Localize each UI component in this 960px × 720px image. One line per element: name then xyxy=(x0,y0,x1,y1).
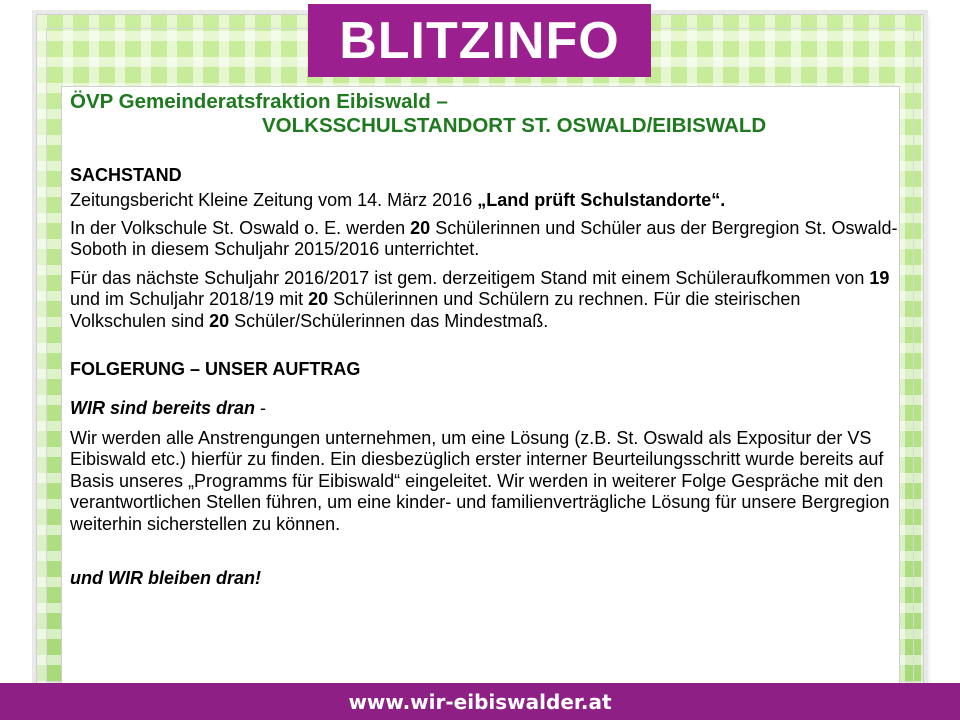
p1-text: Zeitungsbericht Kleine Zeitung vom 14. März 2016 xyxy=(70,190,478,210)
footer-url[interactable]: www.wir-eibiswalder.at xyxy=(348,689,612,714)
subheading-suffix: - xyxy=(255,398,267,418)
p2-text-b: Schülerinnen und Schüler aus der Bergregion St. Oswald-Soboth in diesem Schuljahr 2015/2016 unterrichtet. xyxy=(70,217,898,259)
p3-text-a: Für das nächste Schuljahr 2016/2017 ist gem. derzeitigem Stand mit einem Schüleraufkommen von xyxy=(70,267,870,288)
sachstand-paragraph-1 xyxy=(70,190,899,212)
p2-number: 20 xyxy=(410,217,431,238)
footer-bar xyxy=(0,683,960,720)
header-line-1: ÖVP Gemeinderatsfraktion Eibiswald – xyxy=(70,90,448,113)
closing-line: und WIR bleiben dran! xyxy=(70,568,261,588)
p1-headline: „Land prüft Schulstandorte“. xyxy=(477,190,726,210)
p3-text-d: Schüler/Schülerinnen das Mindestmaß. xyxy=(229,310,549,331)
p2-text-a: In der Volkschule St. Oswald o. E. werden xyxy=(70,217,411,238)
sachstand-paragraph-3 xyxy=(70,268,899,333)
sachstand-heading: SACHSTAND xyxy=(70,165,182,185)
subheading-text: WIR sind bereits dran xyxy=(70,398,256,418)
p3-number-1: 19 xyxy=(869,267,890,288)
folgerung-heading: FOLGERUNG – UNSER AUFTRAG xyxy=(70,359,361,379)
sachstand-paragraph-2 xyxy=(70,218,899,261)
p3-text-b: und im Schuljahr 2018/19 mit xyxy=(70,289,309,309)
folgerung-subheading xyxy=(70,398,899,420)
p3-text-c: Schülerinnen und Schülern zu rechnen. Für die steirischen Volkschulen sind xyxy=(70,289,801,331)
p3-number-3: 20 xyxy=(209,310,230,331)
header-line-2: VOLKSSCHULSTANDORT ST. OSWALD/EIBISWALD xyxy=(262,114,767,137)
banner-title: BLITZINFO xyxy=(339,11,620,70)
folgerung-body: Wir werden alle Anstrengungen unternehmen, um eine Lösung (z.B. St. Oswald als Expositur der VS Eibiswald etc.) hierfür zu finden. Ein diesbezüglich erster interner Beurteilungsschritt wurde bereits auf Basis unseres „Programms für Eibiswald“ eingeleitet. Wir werden in weiterer Folge Gespräche mit den verantwortlichen Stellen führen, um eine kinder- und familienverträgliche Lösung für unsere Bergregion weiterhin sicherstellen zu können. xyxy=(70,427,890,534)
p3-number-2: 20 xyxy=(308,289,329,309)
content-panel xyxy=(61,86,900,686)
title-banner xyxy=(308,4,651,77)
